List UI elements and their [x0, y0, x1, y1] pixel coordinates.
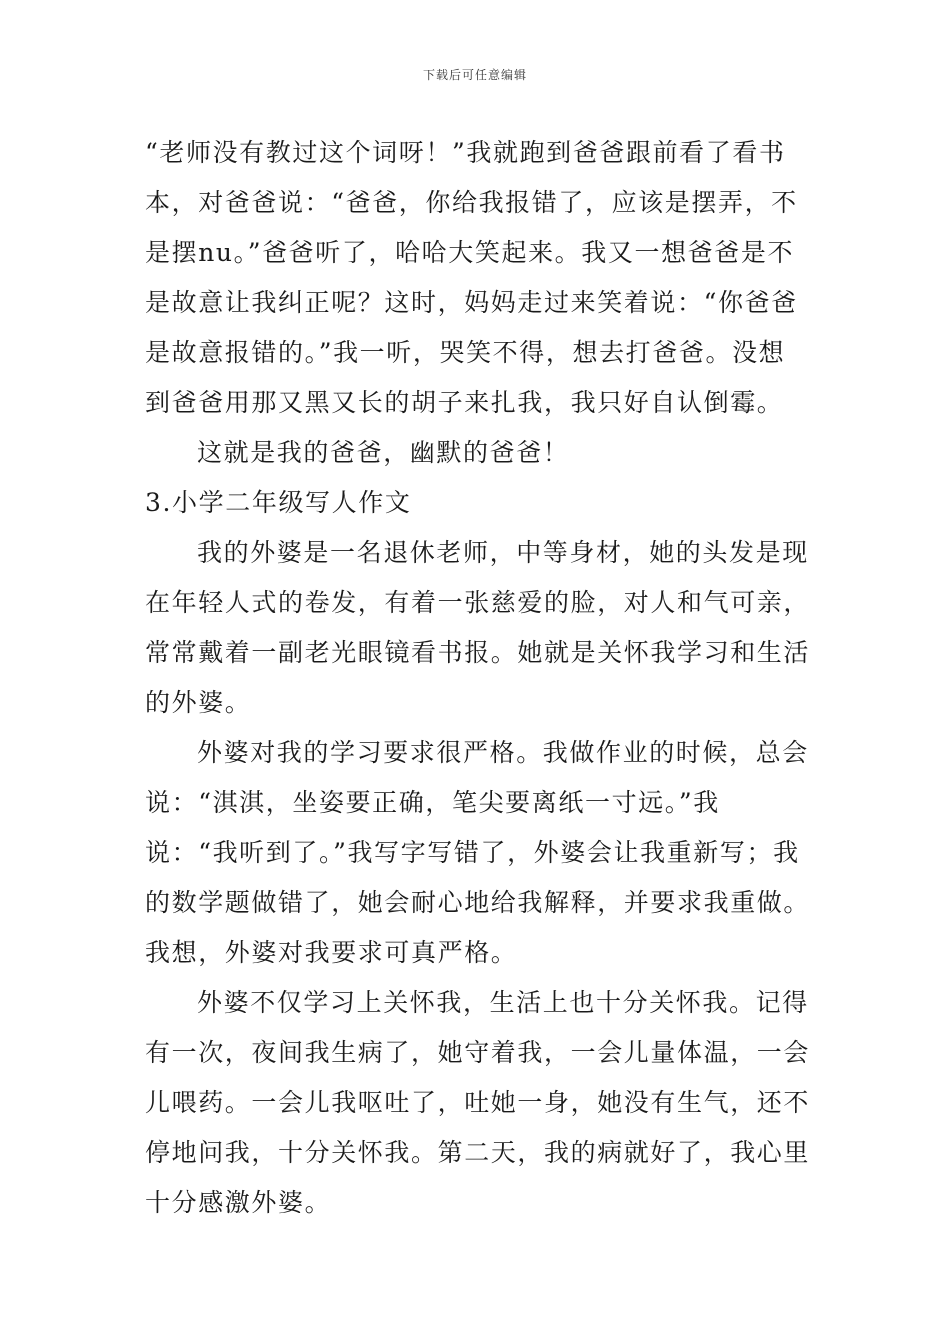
paragraph-intro: 我的外婆是一名退休老师，中等身材，她的头发是现在年轻人式的卷发，有着一张慈爱的脸，对人和气可亲，常常戴着一副老光眼镜看书报。她就是关怀我学习和生活的外婆。 — [145, 538, 811, 717]
paragraph-conclusion: 这就是我的爸爸，幽默的爸爸！ — [197, 438, 570, 467]
document-body — [145, 128, 810, 1228]
paragraph-study: 外婆对我的学习要求很严格。我做作业的时候，总会说：“淇淇，坐姿要正确，笔尖要离纸一寸远。”我说：“我听到了。”我写字写错了，外婆会让我重新写；我的数学题做错了，她会耐心地给我解释，并要求我重做。我想，外婆对我要求可真严格。 — [145, 738, 811, 967]
section-heading: 3.小学二年级写人作文 — [145, 488, 412, 517]
paragraph-life: 外婆不仅学习上关怀我，生活上也十分关怀我。记得有一次，夜间我生病了，她守着我，一会儿量体温，一会儿喂药。一会儿我呕吐了，吐她一身，她没有生气，还不停地问我，十分关怀我。第二天，我的病就好了，我心里十分感激外婆。 — [145, 988, 811, 1217]
paragraph-continuation: “老师没有教过这个词呀！”我就跑到爸爸跟前看了看书本，对爸爸说：“爸爸，你给我报错了，应该是摆弄，不是摆nu。”爸爸听了，哈哈大笑起来。我又一想爸爸是不是故意让我纠正呢？这时，妈妈走过来笑着说：“你爸爸是故意报错的。”我一听，哭笑不得，想去打爸爸。没想到爸爸用那又黑又长的胡子来扎我，我只好自认倒霉。 — [145, 138, 798, 417]
page-header: 下载后可任意编辑 — [422, 68, 527, 82]
